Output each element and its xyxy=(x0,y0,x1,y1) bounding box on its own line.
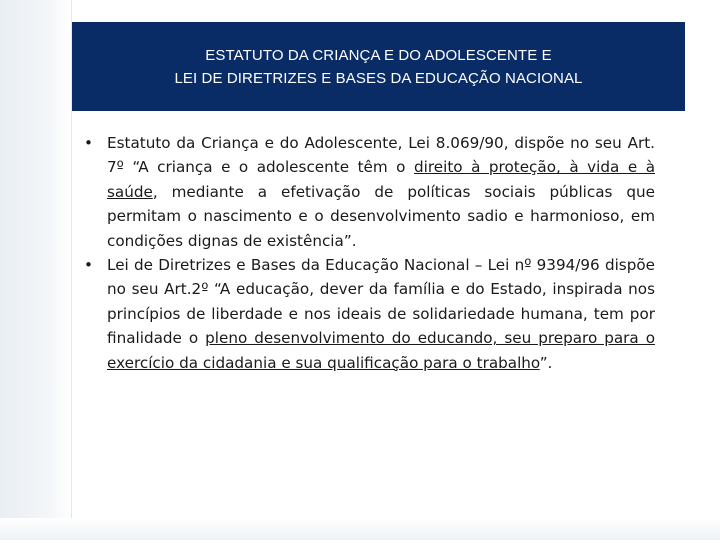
bullet-underlined-text: pleno desenvolvimento do educando, seu preparo para o exercício da cidadania e sua qualificação para o trabalho xyxy=(107,329,655,372)
bullet-text-after: , mediante a efetivação de políticas sociais públicas que permitam o nascimento e o desenvolvimento sadio e harmonioso, em condições dignas de existência”. xyxy=(107,182,655,250)
left-decorative-strip xyxy=(0,0,72,540)
bullet-text-before: Lei de Diretrizes e Bases da Educação Nacional – Lei nº 9394/96 dispõe no seu Art.2º “A educação, dever da família e do Estado, inspirada nos princípios de liberdade e nos ideais de solidariedade humana, tem por finalidade o xyxy=(107,256,655,348)
bullet-underlined-text: direito à proteção, à vida e à saúde xyxy=(107,158,656,201)
bullet-marker: • xyxy=(84,134,93,152)
bullet-item-ldb xyxy=(78,253,655,375)
bullet-marker: • xyxy=(84,256,93,275)
title-line-1: ESTATUTO DA CRIANÇA E DO ADOLESCENTE E xyxy=(205,46,552,64)
title-line-2: LEI DE DIRETRIZES E BASES DA EDUCAÇÃO NACIONAL xyxy=(174,69,583,87)
title-banner xyxy=(72,22,685,111)
bullet-list xyxy=(78,131,655,375)
bullet-item-eca xyxy=(78,131,655,253)
bullet-text-before: Estatuto da Criança e do Adolescente, Lei 8.069/90, dispõe no seu Art. 7º “A criança e o adolescente têm o xyxy=(107,134,655,177)
bottom-decorative-band xyxy=(0,518,720,540)
bullet-text-after: ”. xyxy=(539,353,553,372)
